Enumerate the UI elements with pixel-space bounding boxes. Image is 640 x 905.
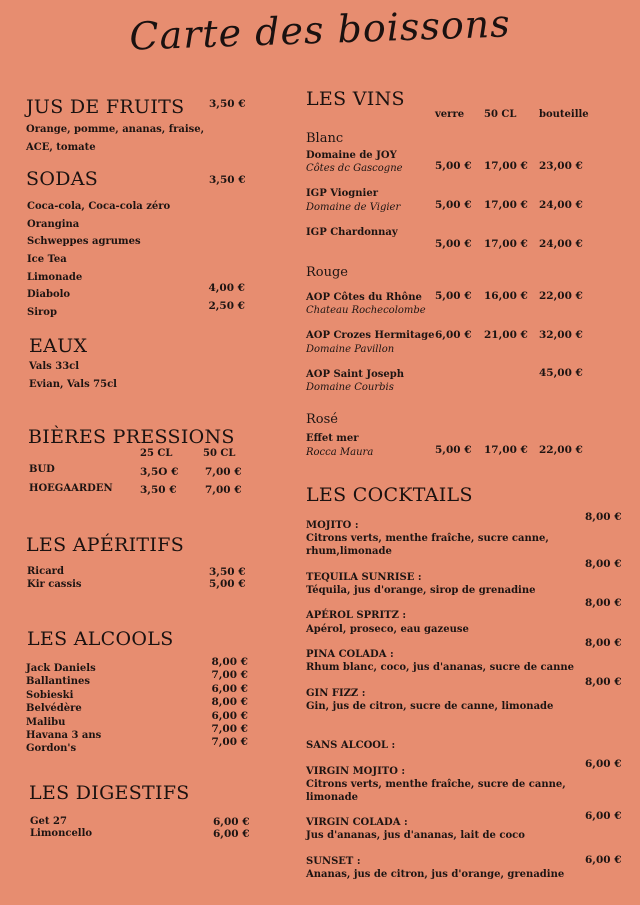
eaux-item: Evian, Vals 75cl [29, 379, 117, 390]
section-heading-alcools: LES ALCOOLS [27, 628, 174, 650]
list-item [26, 736, 248, 755]
section-heading-jus: JUS DE FRUITS [26, 96, 185, 118]
aperitif-name: Kir cassis [27, 579, 82, 590]
digestif-price: 6,00 € [213, 828, 250, 840]
item-name: Sobieski [26, 689, 74, 701]
wine-price-verre: 5,00 € [435, 199, 472, 211]
jus-price: 3,50 € [209, 98, 246, 110]
list-item [27, 247, 247, 265]
wine-price-verre: 5,00 € [435, 290, 472, 302]
item-name: Ice Tea [27, 254, 67, 266]
item-name: Gordon's [26, 743, 77, 755]
cocktail-desc: Gin, jus de citron, sucre de canne, limonade [306, 701, 554, 712]
biere-price-25: 3,50 € [140, 484, 177, 496]
item-price: 8,00 € [211, 656, 248, 668]
cocktail-desc: rhum,limonade [306, 546, 392, 557]
item-name: Schweppes agrumes [27, 236, 141, 248]
wine-price-bouteille: 24,00 € [539, 199, 583, 211]
cocktail-price: 8,00 € [585, 637, 622, 649]
item-price: 4,00 € [208, 282, 245, 295]
section-heading-eaux: EAUX [29, 335, 88, 357]
cocktail-name: PINA COLADA : [306, 649, 394, 660]
list-item [27, 282, 247, 300]
cocktail-name: SUNSET : [306, 856, 361, 867]
cocktail-desc: Rhum blanc, coco, jus d'ananas, sucre de canne [306, 662, 575, 673]
item-name: Orangina [27, 218, 80, 230]
wine-producer: Chateau Rochecolombe [306, 305, 426, 316]
cocktail-price: 8,00 € [585, 676, 622, 688]
list-item [26, 669, 248, 688]
cocktail-desc: Jus d'ananas, jus d'ananas, lait de coco [306, 830, 525, 841]
list-item [27, 194, 247, 212]
wine-producer: Domaine Courbis [306, 382, 394, 393]
section-heading-digestifs: LES DIGESTIFS [29, 782, 190, 804]
wine-price-verre: 6,00 € [435, 329, 472, 341]
list-item [27, 212, 247, 230]
wine-price-bouteille: 45,00 € [539, 367, 583, 379]
wine-price-bouteille: 24,00 € [539, 238, 583, 250]
cocktail-price: 6,00 € [585, 854, 622, 866]
wine-name: IGP Chardonnay [306, 227, 398, 238]
cocktail-price: 6,00 € [585, 810, 622, 822]
section-heading-sodas: SODAS [26, 168, 99, 190]
cocktail-desc: limonade [306, 792, 358, 803]
alcools-list [26, 656, 248, 755]
biere-price-25: 3,5O € [140, 466, 179, 478]
wine-price-50cl: 17,00 € [484, 199, 528, 211]
cocktail-name: TEQUILA SUNRISE : [306, 572, 422, 583]
section-heading-cocktails: LES COCKTAILS [306, 484, 473, 506]
menu-title: Carte des boissons [128, 1, 512, 59]
cocktail-price: 8,00 € [585, 558, 622, 570]
bieres-col-25: 25 CL [140, 448, 173, 459]
wine-price-50cl: 17,00 € [484, 160, 528, 172]
vins-col-50cl: 50 CL [484, 109, 517, 120]
wine-name: AOP Côtes du Rhône [306, 292, 422, 303]
item-name: Coca-cola, Coca-cola zéro [27, 201, 171, 212]
item-name: Malibu [26, 716, 66, 728]
wine-price-bouteille: 23,00 € [539, 160, 583, 172]
cocktail-name: GIN FIZZ : [306, 688, 366, 699]
digestif-name: Get 27 [30, 816, 67, 827]
cocktail-name: MOJITO : [306, 520, 359, 531]
item-name: Diabolo [27, 289, 71, 301]
item-price: 7,00 € [211, 736, 248, 749]
cocktail-name: VIRGIN COLADA : [306, 817, 408, 828]
wine-producer: Rocca Maura [306, 447, 374, 458]
cocktail-price: 8,00 € [585, 597, 622, 609]
aperitif-price: 3,50 € [209, 566, 246, 578]
cocktail-desc: Citrons verts, menthe fraîche, sucre canne, [306, 533, 549, 544]
wine-price-50cl: 17,00 € [484, 444, 528, 456]
section-heading-bieres: BIÈRES PRESSIONS [28, 426, 235, 448]
sodas-list [27, 194, 247, 318]
item-name: Havana 3 ans [26, 729, 102, 741]
section-heading-aperitifs: LES APÉRITIFS [26, 534, 185, 556]
digestif-price: 6,00 € [213, 816, 250, 828]
wine-price-50cl: 16,00 € [484, 290, 528, 302]
wine-price-verre: 5,00 € [435, 160, 472, 172]
jus-line-1: Orange, pomme, ananas, fraise, [26, 124, 205, 135]
cocktail-desc: Citrons verts, menthe fraîche, sucre de canne, [306, 779, 566, 790]
item-price: 6,00 € [211, 682, 248, 695]
item-name: Sirop [27, 307, 57, 319]
wine-price-50cl: 21,00 € [484, 329, 528, 341]
wine-name: AOP Crozes Hermitage [306, 330, 435, 341]
biere-price-50: 7,00 € [205, 484, 242, 496]
cocktail-name: APÉROL SPRITZ : [306, 610, 407, 621]
wine-name: Effet mer [306, 433, 359, 444]
wine-price-verre: 5,00 € [435, 444, 472, 456]
item-price: 8,00 € [211, 696, 248, 709]
list-item [26, 696, 248, 715]
bieres-col-50: 50 CL [203, 448, 236, 459]
wine-price-bouteille: 32,00 € [539, 329, 583, 341]
wine-name: AOP Saint Joseph [306, 369, 404, 380]
item-name: Limonade [27, 271, 83, 283]
vins-subheading-rouge: Rouge [306, 265, 349, 280]
wine-price-verre: 5,00 € [435, 238, 472, 250]
biere-name: HOEGAARDEN [29, 483, 113, 494]
cocktail-price: 6,00 € [585, 758, 622, 770]
vins-col-verre: verre [435, 109, 465, 120]
sans-alcool-heading: SANS ALCOOL : [306, 740, 396, 751]
jus-line-2: ACE, tomate [26, 142, 96, 153]
item-name: Ballantines [26, 676, 90, 688]
wine-price-bouteille: 22,00 € [539, 444, 583, 456]
list-item [27, 229, 247, 247]
vins-subheading-rose: Rosé [306, 412, 338, 427]
sodas-price: 3,50 € [209, 174, 246, 186]
aperitif-name: Ricard [27, 566, 64, 577]
item-name: Belvédère [26, 703, 82, 715]
section-heading-vins: LES VINS [306, 88, 405, 110]
list-item [26, 656, 248, 674]
vins-subheading-blanc: Blanc [306, 131, 344, 146]
item-name: Jack Daniels [26, 663, 96, 674]
list-item [27, 265, 247, 283]
cocktail-name: VIRGIN MOJITO : [306, 766, 406, 777]
wine-name: IGP Viognier [306, 188, 378, 199]
wine-price-bouteille: 22,00 € [539, 290, 583, 302]
cocktail-desc: Apérol, proseco, eau gazeuse [306, 624, 469, 635]
wine-name: Domaine de JOY [306, 150, 397, 161]
item-price: 7,00 € [211, 669, 248, 682]
eaux-item: Vals 33cl [29, 361, 80, 372]
wine-price-50cl: 17,00 € [484, 238, 528, 250]
list-item [27, 300, 247, 318]
wine-producer: Domaine Pavillon [306, 344, 395, 355]
cocktail-desc: Téquila, jus d'orange, sirop de grenadine [306, 585, 536, 596]
biere-name: BUD [29, 464, 55, 475]
biere-price-50: 7,00 € [205, 466, 242, 478]
digestif-name: Limoncello [30, 828, 93, 839]
aperitif-price: 5,00 € [209, 578, 246, 590]
wine-producer: Côtes dc Gascogne [306, 163, 403, 174]
vins-col-bouteille: bouteille [539, 109, 589, 120]
item-price: 7,00 € [211, 722, 248, 735]
item-price: 6,00 € [211, 709, 248, 722]
item-price: 2,50 € [208, 300, 245, 313]
wine-producer: Domaine de Vigier [306, 202, 401, 213]
cocktail-price: 8,00 € [585, 511, 622, 523]
cocktail-desc: Ananas, jus de citron, jus d'orange, grenadine [306, 869, 565, 880]
